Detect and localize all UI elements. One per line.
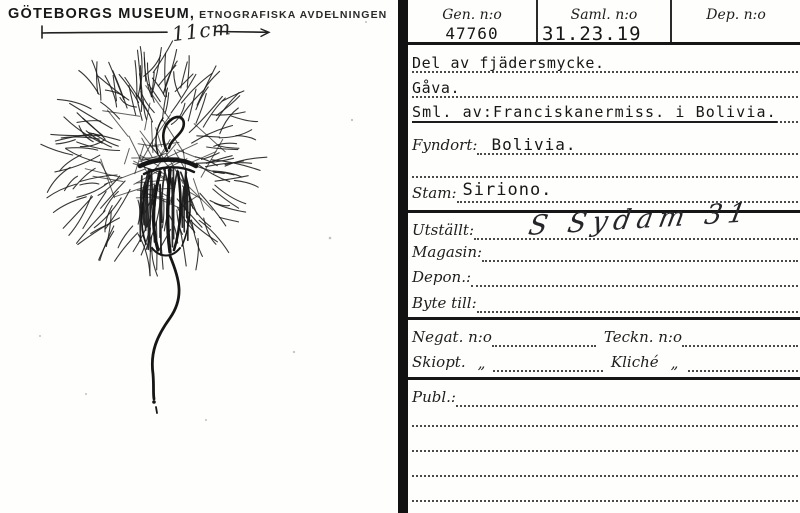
cord-hook [156,117,184,154]
magasin-row [412,236,798,262]
museum-department: ETNOGRAFISKA AVDELNINGEN [199,9,388,21]
depon-label: Depon.: [412,268,472,286]
skiopt-line [493,346,603,372]
depon-line [471,261,798,287]
blank-line [412,152,798,178]
byte-till-label: Byte till: [412,294,477,312]
teckn-label: Teckn. n:o [603,328,683,346]
saml-number-value: 31.23.19 [542,23,642,45]
feather-fluff-strokes [41,41,267,276]
card-divider-line [398,0,408,513]
kliche-line [688,346,798,372]
magasin-line [482,236,798,262]
gen-number-value: 47760 [445,24,499,43]
utstallt-label: Utställt: [412,221,475,239]
blank-line [412,476,798,502]
dep-number-cell [672,0,800,42]
feather-ornament-sketch [0,0,398,513]
skiopt-label: Skiopt. [412,353,466,371]
acquisition-entry-text: Gåva. [412,79,461,97]
stam-value: Siriono. [462,180,553,200]
blank-line [412,426,798,452]
scale-bar [42,26,269,38]
acquisition-entry-row [412,72,798,98]
gen-number-cell [408,0,536,42]
skiopt-kliche-row [412,346,798,372]
negat-teckn-row [412,321,798,347]
depon-row [412,261,798,287]
collection-entry-row [412,97,798,123]
blank-line [412,451,798,477]
byte-till-row [412,287,798,313]
sketch-panel [0,0,398,513]
kliche-label: Kliché [610,353,659,371]
hanging-string [152,256,179,413]
teckn-line [682,321,798,347]
object-entry-text: Del av fjädersmycke. [412,54,605,72]
collection-entry-text: Sml. av:Franciskanermiss. i Bolivia. [412,103,777,121]
utstallt-handwritten-value: S Sydam 31 [526,196,755,242]
magasin-label: Magasin: [412,243,483,261]
skiopt-ditto-mark: „ [477,354,486,372]
form-panel [408,0,800,513]
kliche-ditto-mark: „ [670,354,679,372]
blank-line [412,401,798,427]
museum-name: GÖTEBORGS MUSEUM, [8,6,196,22]
saml-number-cell [536,0,672,45]
publ-label: Publ.: [412,388,456,406]
fyndort-label: Fyndort: [412,136,478,154]
object-entry-row [412,47,798,73]
section-rule [408,317,800,320]
saml-number-label: Saml. n:o [570,7,638,23]
byte-till-line [477,287,798,313]
scan-specks [39,13,367,421]
gen-number-label: Gen. n:o [442,7,502,23]
scale-label: 11cm [170,15,233,47]
stam-label: Stam: [412,184,457,202]
negat-label: Negat. n:o [412,328,492,346]
number-header-row [408,0,800,45]
dep-number-label: Dep. n:o [706,7,766,23]
negat-line [492,321,596,347]
section-rule [408,377,800,380]
fyndort-value: Bolivia. [491,135,577,154]
